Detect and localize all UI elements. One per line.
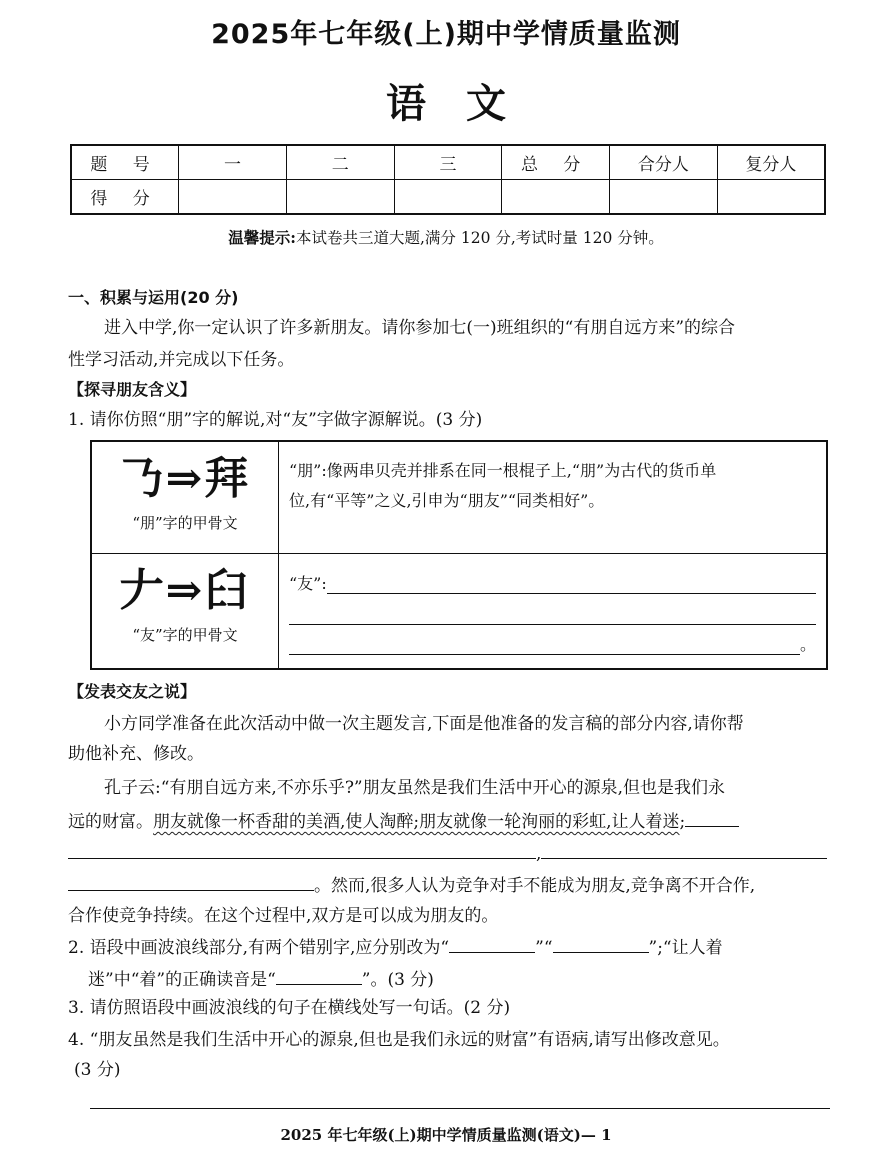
question-text: ”;“让人着 bbox=[648, 938, 723, 958]
score-cell: 一 bbox=[179, 145, 287, 180]
task-intro-line: 助他补充、修改。 bbox=[68, 744, 204, 764]
question-text: 2. 语段中画波浪线部分,有两个错别字,应分别改为“ bbox=[68, 938, 450, 958]
you-answer-line-3[interactable] bbox=[289, 625, 816, 655]
passage-text: , bbox=[536, 844, 542, 864]
answer-blank[interactable] bbox=[289, 636, 800, 655]
you-glyph-caption: “友”字的甲骨文 bbox=[132, 625, 238, 644]
passage-text: 远的财富。 bbox=[68, 812, 153, 832]
answer-blank[interactable] bbox=[289, 594, 816, 625]
question-text: 迷”中“着”的正确读音是“ bbox=[88, 970, 276, 990]
section-intro-line: 性学习活动,并完成以下任务。 bbox=[68, 350, 295, 370]
score-cell: 合分人 bbox=[610, 145, 718, 180]
score-cell: 总 分 bbox=[502, 145, 610, 180]
tip-text: 本试卷共三道大题,满分 120 分,考试时量 120 分钟。 bbox=[296, 229, 664, 247]
you-answer-area[interactable] bbox=[279, 554, 826, 655]
task-heading: 【探寻朋友含义】 bbox=[68, 380, 197, 399]
score-input-cell[interactable] bbox=[179, 180, 287, 215]
fill-blank[interactable] bbox=[685, 808, 739, 827]
wavy-underlined-sentence: 朋友就像一杯香甜的美酒,使人淘醉;朋友就像一轮洵丽的彩虹,让人着迷 bbox=[153, 812, 680, 832]
passage-line bbox=[68, 808, 739, 834]
answer-end-mark: 。 bbox=[799, 634, 816, 654]
passage-text: 。然而,很多人认为竞争对手不能成为朋友,竞争离不开合作, bbox=[314, 876, 756, 896]
fill-blank[interactable] bbox=[68, 840, 536, 859]
passage-text: ; bbox=[679, 812, 686, 832]
peng-definition-line: “朋”:像两串贝壳并排系在同一根棍子上,“朋”为古代的货币单 bbox=[289, 461, 717, 480]
score-input-cell[interactable] bbox=[394, 180, 502, 215]
question-text: ”。(3 分) bbox=[361, 970, 434, 990]
peng-definition-line: 位,有“平等”之义,引申为“朋友”“同类相好”。 bbox=[289, 491, 605, 510]
passage-line bbox=[68, 872, 755, 898]
fill-blank[interactable] bbox=[68, 872, 314, 891]
peng-glyph-caption: “朋”字的甲骨文 bbox=[132, 514, 238, 532]
page-footer: 2025 年七年级(上)期中学情质量监测(语文)— 1 bbox=[280, 1126, 612, 1144]
question-4: 4. “朋友虽然是我们生活中开心的源泉,但也是我们永远的财富”有语病,请写出修改意见。 bbox=[68, 1030, 730, 1050]
section-intro-line: 进入中学,你一定认识了许多新朋友。请你参加七(一)班组织的“有朋自远方来”的综合 bbox=[104, 318, 736, 338]
answer-blank[interactable] bbox=[327, 575, 816, 594]
score-input-cell[interactable] bbox=[286, 180, 394, 215]
score-input-cell[interactable] bbox=[610, 180, 718, 215]
score-row-label: 得 分 bbox=[71, 180, 179, 215]
character-source-table bbox=[90, 440, 828, 670]
peng-glyph-cell bbox=[91, 441, 279, 553]
exam-title: 2025年七年级(上)期中学情质量监测 bbox=[211, 19, 681, 50]
fill-blank[interactable] bbox=[449, 934, 535, 953]
passage-line: 孔子云:“有朋自远方来,不亦乐乎?”朋友虽然是我们生活中开心的源泉,但也是我们永 bbox=[104, 778, 726, 798]
tip-label: 温馨提示: bbox=[228, 228, 296, 247]
passage-line: 合作使竞争持续。在这个过程中,双方是可以成为朋友的。 bbox=[68, 906, 499, 926]
score-table-header-row bbox=[71, 145, 825, 180]
question-2-continued bbox=[88, 966, 434, 992]
score-cell: 复分人 bbox=[717, 145, 825, 180]
you-oracle-bone-glyph: 𠂇⇒𦥑 bbox=[119, 564, 251, 616]
score-cell: 二 bbox=[286, 145, 394, 180]
task-intro-line: 小方同学准备在此次活动中做一次主题发言,下面是他准备的发言稿的部分内容,请你帮 bbox=[104, 714, 744, 734]
score-table-score-row bbox=[71, 180, 825, 215]
peng-row bbox=[91, 441, 827, 553]
score-input-cell[interactable] bbox=[502, 180, 610, 215]
score-input-cell[interactable] bbox=[717, 180, 825, 215]
question-text: ”“ bbox=[535, 938, 553, 958]
you-glyph-cell bbox=[91, 553, 279, 669]
passage-line bbox=[68, 840, 827, 866]
question-2 bbox=[68, 934, 723, 960]
section-heading: 一、积累与运用(20 分) bbox=[68, 288, 239, 307]
peng-definition bbox=[279, 442, 826, 516]
question-3: 3. 请仿照语段中画波浪线的句子在横线处写一句话。(2 分) bbox=[68, 998, 511, 1018]
score-table bbox=[70, 144, 826, 215]
you-answer-line-1[interactable] bbox=[289, 564, 816, 594]
you-row bbox=[91, 553, 827, 669]
exam-tip bbox=[0, 226, 892, 248]
footer-divider bbox=[90, 1108, 830, 1109]
task-heading: 【发表交友之说】 bbox=[68, 682, 197, 701]
fill-blank[interactable] bbox=[276, 966, 362, 985]
fill-blank[interactable] bbox=[541, 840, 827, 859]
subject-title: 语文 bbox=[386, 81, 546, 127]
fill-blank[interactable] bbox=[553, 934, 649, 953]
peng-definition-cell bbox=[279, 441, 828, 553]
score-cell: 题 号 bbox=[71, 145, 179, 180]
question-1: 1. 请你仿照“朋”字的解说,对“友”字做字源解说。(3 分) bbox=[68, 410, 483, 430]
peng-oracle-bone-glyph: 𠄎⇒拜 bbox=[119, 453, 251, 504]
score-cell: 三 bbox=[394, 145, 502, 180]
question-4-points: (3 分) bbox=[74, 1060, 121, 1080]
you-answer-cell[interactable] bbox=[279, 553, 828, 669]
you-definition-label: “友”: bbox=[289, 573, 327, 593]
